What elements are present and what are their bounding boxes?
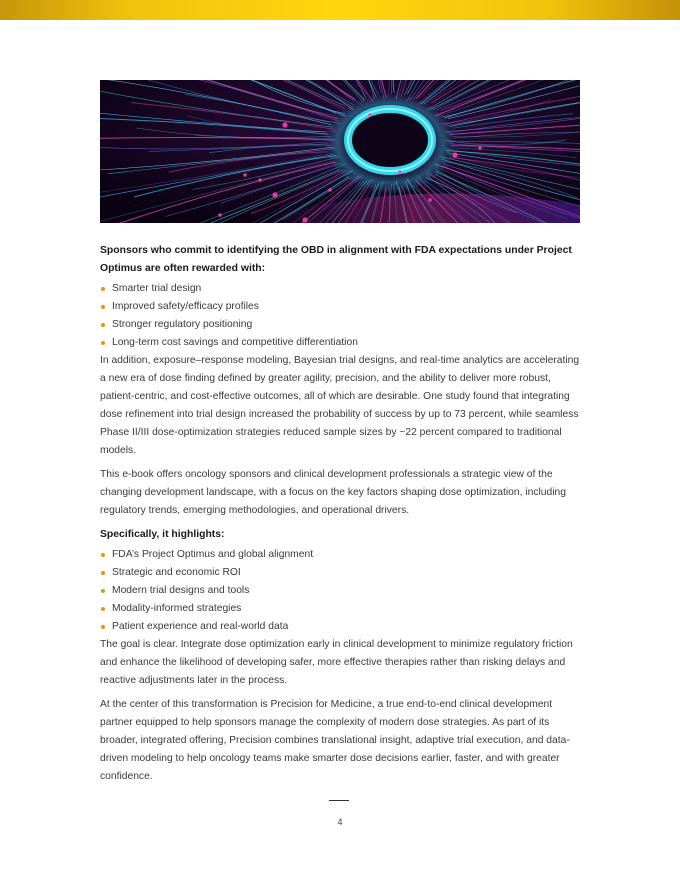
paragraph-precision: At the center of this transformation is Precision for Medicine, a true end-to-end clinical development partner equipped to help sponsors manage the complexity of modern dose strategies. As part of its broader, integrated offering, Precision combines translational insight, adaptive trial execution, and data-driven modeling to help oncology teams make smarter dose decisions earlier, faster, and with greater confidence. <box>100 699 570 782</box>
glow-dot <box>428 198 432 202</box>
list-item: Improved safety/efficacy profiles <box>100 298 580 316</box>
bullet-icon <box>101 625 105 629</box>
benefits-list <box>100 280 580 352</box>
glow-dot <box>282 122 287 127</box>
list-item: Smarter trial design <box>100 280 580 298</box>
bullet-icon <box>101 607 105 611</box>
paragraph-goal: The goal is clear. Integrate dose optimization early in clinical development to minimize regulatory friction and enhance the likelihood of developing safer, more effective therapies rather than risking delays and reactive adjustments later in the process. <box>100 639 573 686</box>
footer-divider <box>329 800 349 801</box>
glow-dot <box>243 173 247 177</box>
bullet-icon <box>101 305 105 309</box>
glow-dot <box>218 213 222 217</box>
list-item: Patient experience and real-world data <box>100 618 580 636</box>
bullet-icon <box>101 287 105 291</box>
glow-dot <box>272 192 277 197</box>
bullet-icon <box>101 553 105 557</box>
glow-dot <box>398 170 402 174</box>
hero-image <box>100 80 580 223</box>
glow-dot <box>328 188 332 192</box>
bullet-icon <box>101 571 105 575</box>
highlights-heading: Specifically, it highlights: <box>100 529 225 540</box>
list-item: FDA’s Project Optimus and global alignment <box>100 546 580 564</box>
page-number: 4 <box>337 817 343 827</box>
list-item: Modern trial designs and tools <box>100 582 580 600</box>
intro-heading: Sponsors who commit to identifying the OBD in alignment with FDA expectations under Project Optimus are often rewarded with: <box>100 245 572 274</box>
bullet-icon <box>101 589 105 593</box>
list-item: Strategic and economic ROI <box>100 564 580 582</box>
glow-dot <box>368 113 372 117</box>
glow-dot <box>302 217 307 222</box>
glow-dot <box>452 152 457 157</box>
paragraph-ebook-overview: This e-book offers oncology sponsors and clinical development professionals a strategic view of the changing development landscape, with a focus on the key factors shaping dose optimization, including regulatory trends, emerging methodologies, and operational drivers. <box>100 469 566 516</box>
glow-dot <box>478 146 482 150</box>
article-body <box>100 242 580 792</box>
highlights-list <box>100 546 580 636</box>
list-item: Long-term cost savings and competitive differentiation <box>100 334 580 352</box>
abstract-ring-icon <box>100 80 580 223</box>
list-item: Stronger regulatory positioning <box>100 316 580 334</box>
paragraph-dose-finding: In addition, exposure–response modeling, Bayesian trial designs, and real-time analytics are accelerating a new era of dose finding defined by greater agility, precision, and the ability to deliver more robust, patient-centric, and cost-effective outcomes, all of which are desirable. One study found that integrating dose refinement into trial design increased the probability of success by up to 73 percent, while seamless Phase II/III dose-optimization strategies reduced sample sizes by ~22 percent compared to traditional models. <box>100 355 580 456</box>
list-item: Modality-informed strategies <box>100 600 580 618</box>
bullet-icon <box>101 341 105 345</box>
bullet-icon <box>101 323 105 327</box>
top-gold-band <box>0 0 680 20</box>
glow-dot <box>258 178 262 182</box>
